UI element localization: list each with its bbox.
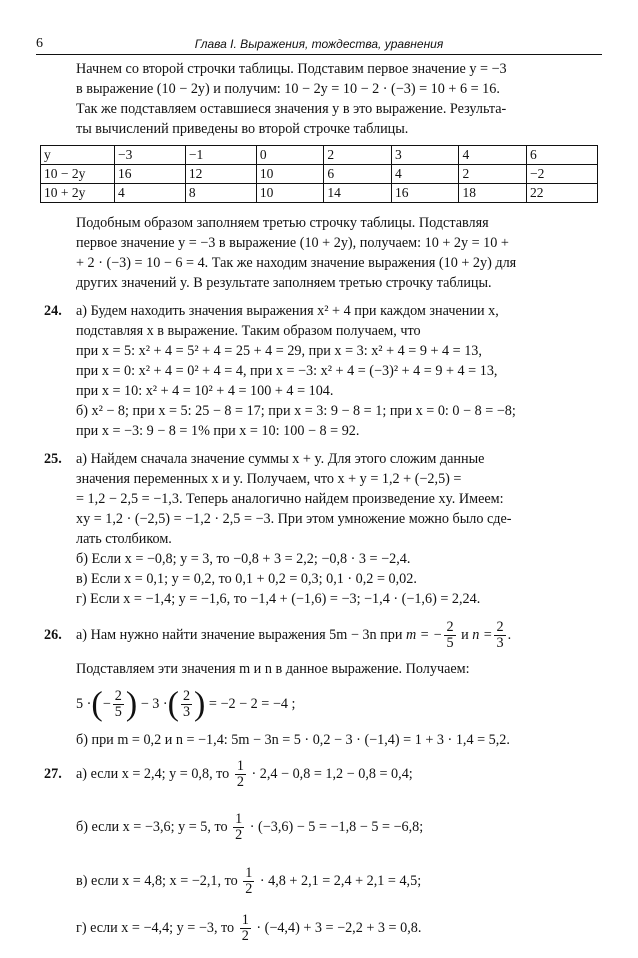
solution-line: лать столбиком. — [76, 531, 172, 547]
fraction: $\frac{2}{3}$ — [496, 619, 504, 652]
table-cell: 16 — [391, 184, 459, 203]
problem-26-text: а) Нам нужно найти значение выражения 5m − 3n при — [76, 627, 403, 643]
table-cell: 22 — [527, 184, 598, 203]
table-cell: 4 — [459, 146, 527, 165]
fraction: $\frac{2}{5}$ — [446, 619, 454, 652]
table-cell: 10 + 2y — [41, 184, 115, 203]
table-row — [41, 184, 598, 203]
solution-line: а) Найдем сначала значение суммы x + y. Для этого сложим данные — [76, 451, 485, 467]
and-word: и — [461, 627, 469, 643]
table-cell: 12 — [185, 165, 256, 184]
fraction: $\frac{2}{5}$ — [114, 688, 122, 721]
table-cell: 16 — [115, 165, 186, 184]
table-cell: 6 — [527, 146, 598, 165]
fraction: $\frac{1}{2}$ — [235, 811, 243, 844]
table-cell: 10 − 2y — [41, 165, 115, 184]
fraction: $\frac{1}{2}$ — [241, 912, 249, 945]
problem-number: 26. — [44, 627, 62, 643]
table-cell: 4 — [391, 165, 459, 184]
solution-line: xy = 1,2 · (−2,5) = −1,2 · 2,5 = −3. При этом умножение можно было сде- — [76, 511, 512, 527]
solution-line: при x = −3: 9 − 8 = 1% при x = 10: 100 − 8 = 92. — [76, 423, 360, 439]
solution-line: г) если x = −4,4; y = −3, то $\frac{1}{2}$ · (−4,4) + 3 = −2,2 + 3 = 0,8. — [76, 912, 422, 945]
fraction: $\frac{1}{2}$ — [236, 758, 244, 791]
solution-line: при x = 5: x² + 4 = 5² + 4 = 25 + 4 = 29, при x = 3: x² + 4 = 9 + 4 = 13, — [76, 343, 482, 359]
table-cell: 18 — [459, 184, 527, 203]
solution-line: б) при m = 0,2 и n = −1,4: 5m − 3n = 5 · 0,2 − 3 · (−1,4) = 1 + 3 · 1,4 = 5,2. — [76, 732, 510, 748]
table-cell: 3 — [391, 146, 459, 165]
chapter-title: Глава I. Выражения, тождества, уравнения — [194, 37, 444, 51]
values-table — [40, 145, 598, 203]
solution-line: а) Нам нужно найти значение выражения 5m − 3n при m = − $\frac{2}{5}$ и n = $\frac{2}{3}$ . — [76, 619, 512, 652]
table-cell: 14 — [324, 184, 392, 203]
m-equals: m = − — [405, 627, 443, 643]
paragraph-line: первое значение y = −3 в выражение (10 + 2y), получаем: 10 + 2y = 10 + — [76, 235, 509, 251]
table-row — [41, 146, 598, 165]
solution-line: б) x² − 8; при x = 5: 25 − 8 = 17; при x = 3: 9 − 8 = 1; при x = 0: 0 − 8 = −8; — [76, 403, 516, 419]
solution-line: г) Если x = −1,4; y = −1,6, то −1,4 + (−1,6) = −3; −1,4 · (−1,6) = 2,24. — [76, 591, 481, 607]
paragraph-line: + 2 · (−3) = 10 − 6 = 4. Так же находим значение выражения (10 + 2y) для — [76, 255, 517, 271]
fraction: $\frac{1}{2}$ — [245, 865, 253, 898]
intro-line: Так же подставляем оставшиеся значения y в это выражение. Результа- — [76, 101, 507, 117]
solution-line: значения переменных x и y. Получаем, что x + y = 1,2 + (−2,5) = — [76, 471, 462, 487]
problem-number: 27. — [44, 766, 62, 782]
table-cell: 4 — [115, 184, 186, 203]
table-cell: 10 — [256, 165, 324, 184]
table-cell: −1 — [185, 146, 256, 165]
table-cell: 8 — [185, 184, 256, 203]
table-cell: 6 — [324, 165, 392, 184]
solution-line: в) если x = 4,8; x = −2,1, то $\frac{1}{2}$ · 4,8 + 2,1 = 2,4 + 2,1 = 4,5; — [76, 865, 422, 898]
solution-line: б) Если x = −0,8; y = 3, то −0,8 + 3 = 2,2; −0,8 · 3 = −2,4. — [76, 551, 411, 567]
paragraph-line: Подобным образом заполняем третью строчку таблицы. Подставляя — [76, 215, 489, 231]
intro-line: в выражение (10 − 2y) и получим: 10 − 2y = 10 − 2 · (−3) = 10 + 6 = 16. — [76, 81, 500, 97]
table-cell: y — [41, 146, 115, 165]
paragraph-line: других значений y. В результате заполняем третью строчку таблицы. — [76, 275, 492, 291]
problem-number: 25. — [44, 451, 62, 467]
table-cell: 2 — [459, 165, 527, 184]
solution-line: при x = 10: x² + 4 = 10² + 4 = 100 + 4 = 104. — [76, 383, 334, 399]
solution-line: подставляя x в выражение. Таким образом получаем, что — [76, 323, 421, 339]
table-row — [41, 165, 598, 184]
solution-line: при x = 0: x² + 4 = 0² + 4 = 4, при x = −3: x² + 4 = (−3)² + 4 = 9 + 4 = 13, — [76, 363, 498, 379]
table-cell: 2 — [324, 146, 392, 165]
page-header — [36, 36, 602, 55]
solution-line: б) если x = −3,6; y = 5, то $\frac{1}{2}$ · (−3,6) − 5 = −1,8 − 5 = −6,8; — [76, 811, 424, 844]
table-cell: −3 — [115, 146, 186, 165]
solution-line: а) Будем находить значения выражения x² + 4 при каждом значении x, — [76, 303, 499, 319]
table-cell: 10 — [256, 184, 324, 203]
table-cell: −2 — [527, 165, 598, 184]
calculation-line: 5 ·(− $\frac{2}{5}$ ) − 3 ·( $\frac{2}{3}$ ) = −2 − 2 = −4 ; — [76, 685, 296, 723]
problem-number: 24. — [44, 303, 62, 319]
intro-line: Начнем со второй строчки таблицы. Подставим первое значение y = −3 — [76, 61, 507, 77]
solution-line: = 1,2 − 2,5 = −1,3. Теперь аналогично найдем произведение xy. Имеем: — [76, 491, 504, 507]
page-number: 6 — [36, 36, 43, 51]
n-equals: n = — [472, 627, 493, 643]
solution-line: Подставляем эти значения m и n в данное выражение. Получаем: — [76, 661, 470, 677]
intro-line: ты вычислений приведены во второй строчке таблицы. — [76, 121, 409, 137]
fraction: $\frac{2}{3}$ — [182, 688, 191, 721]
solution-line: в) Если x = 0,1; y = 0,2, то 0,1 + 0,2 = 0,3; 0,1 · 0,2 = 0,02. — [76, 571, 417, 587]
table-cell: 0 — [256, 146, 324, 165]
solution-line: а) если x = 2,4; y = 0,8, то $\frac{1}{2}$ · 2,4 − 0,8 = 1,2 − 0,8 = 0,4; — [76, 758, 413, 791]
